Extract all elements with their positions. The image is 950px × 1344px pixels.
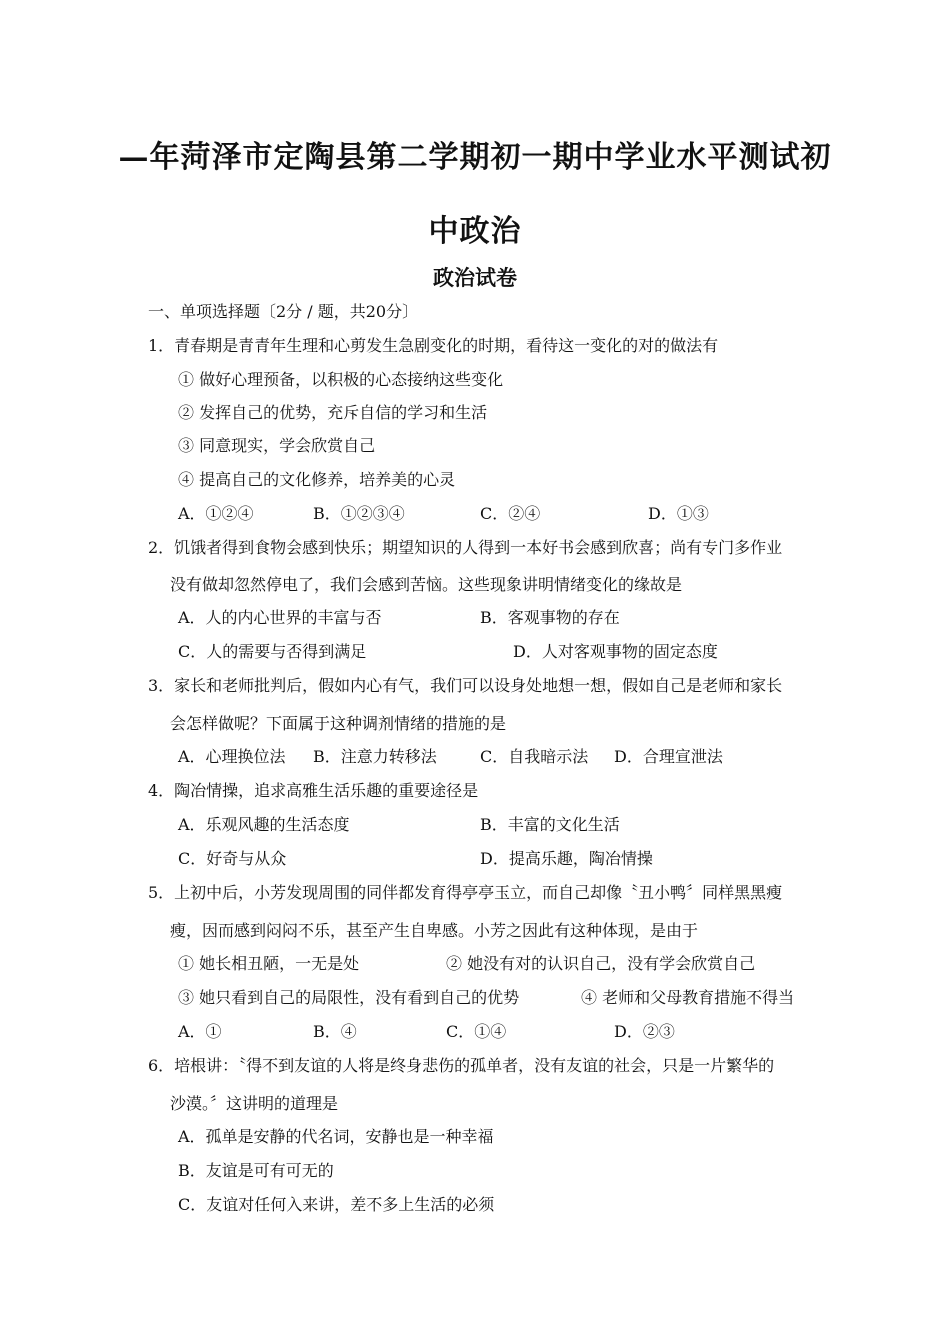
- question-3-option-b: B．注意力转移法: [313, 747, 437, 766]
- question-6-stem-line-1: 6．培根讲：〝得不到友谊的人将是终身悲伤的孤单者，没有友谊的社会，只是一片繁华的: [148, 1056, 775, 1075]
- question-5-statement-1: ① 她长相丑陋，一无是处: [178, 954, 360, 973]
- question-4-option-d: D．提高乐趣，陶冶情操: [480, 849, 653, 868]
- question-1-option-a: A．①②④: [178, 504, 254, 523]
- question-3-stem-line-1: 3．家长和老师批判后，假如内心有气，我们可以设身处地想一想，假如自己是老师和家长: [148, 676, 783, 695]
- question-4-stem: 4．陶冶情操，追求高雅生活乐趣的重要途径是: [148, 781, 479, 800]
- question-5-option-b: B．④: [313, 1022, 357, 1041]
- exam-title-line-2: 中政治: [428, 214, 522, 249]
- question-2-stem-line-1: 2．饥饿者得到食物会感到快乐；期望知识的人得到一本好书会感到欣喜；尚有专门多作业: [148, 538, 783, 557]
- question-2-option-d: D．人对客观事物的固定态度: [513, 642, 718, 661]
- question-1-statement-2: ② 发挥自己的优势，充斥自信的学习和生活: [178, 403, 488, 422]
- question-5-statement-3: ③ 她只看到自己的局限性，没有看到自己的优势: [178, 988, 520, 1007]
- exam-subtitle: 政治试卷: [433, 265, 517, 290]
- question-2-option-a: A．人的内心世界的丰富与否: [178, 608, 382, 627]
- question-1-stem: 1．青春期是青青年生理和心剪发生急剧变化的时期，看待这一变化的对的做法有: [148, 336, 719, 355]
- question-6-option-c: C．友谊对任何入来讲，差不多上生活的必须: [178, 1195, 495, 1214]
- exam-title-line-1: —年菏泽市定陶县第二学期初一期中学业水平测试初: [118, 140, 832, 175]
- question-5-option-a: A．①: [178, 1022, 222, 1041]
- question-3-option-c: C．自我暗示法: [480, 747, 589, 766]
- question-1-statement-3: ③ 同意现实，学会欣赏自己: [178, 436, 376, 455]
- question-1-statement-1: ① 做好心理预备，以积极的心态接纳这些变化: [178, 370, 504, 389]
- question-1-option-c: C．②④: [480, 504, 541, 523]
- question-5-statement-4: ④ 老师和父母教育措施不得当: [581, 988, 795, 1007]
- question-6-stem-line-2: 沙漠。〞这讲明的道理是: [170, 1094, 339, 1113]
- question-6-option-a: A．孤单是安静的代名词，安静也是一种幸福: [178, 1127, 494, 1146]
- question-3-stem-line-2: 会怎样做呢？下面属于这种调剂情绪的措施的是: [170, 714, 507, 733]
- question-5-option-d: D．②③: [614, 1022, 675, 1041]
- question-4-option-a: A．乐观风趣的生活态度: [178, 815, 350, 834]
- question-4-option-b: B．丰富的文化生活: [480, 815, 620, 834]
- question-2-option-b: B．客观事物的存在: [480, 608, 620, 627]
- question-3-option-d: D．合理宣泄法: [614, 747, 723, 766]
- question-5-option-c: C．①④: [446, 1022, 507, 1041]
- question-5-stem-line-1: 5．上初中后，小芳发现周围的同伴都发育得亭亭玉立，而自己却像〝丑小鸭〞同样黑黑瘦: [148, 883, 783, 902]
- question-2-option-c: C．人的需要与否得到满足: [178, 642, 367, 661]
- question-1-statement-4: ④ 提高自己的文化修养，培养美的心灵: [178, 470, 456, 489]
- question-3-option-a: A．心理换位法: [178, 747, 286, 766]
- question-5-stem-line-2: 瘦，因而感到闷闷不乐，甚至产生自卑感。小芳之因此有这种体现，是由于: [170, 921, 699, 940]
- question-4-option-c: C．好奇与从众: [178, 849, 287, 868]
- section-heading: 一、单项选择题〔2分 / 题，共20分〕: [148, 302, 419, 321]
- question-2-stem-line-2: 没有做却忽然停电了，我们会感到苦恼。这些现象讲明情绪变化的缘故是: [170, 575, 683, 594]
- question-6-option-b: B．友谊是可有可无的: [178, 1161, 334, 1180]
- question-1-option-b: B．①②③④: [313, 504, 405, 523]
- question-1-option-d: D．①③: [648, 504, 709, 523]
- question-5-statement-2: ② 她没有对的认识自己，没有学会欣赏自己: [446, 954, 756, 973]
